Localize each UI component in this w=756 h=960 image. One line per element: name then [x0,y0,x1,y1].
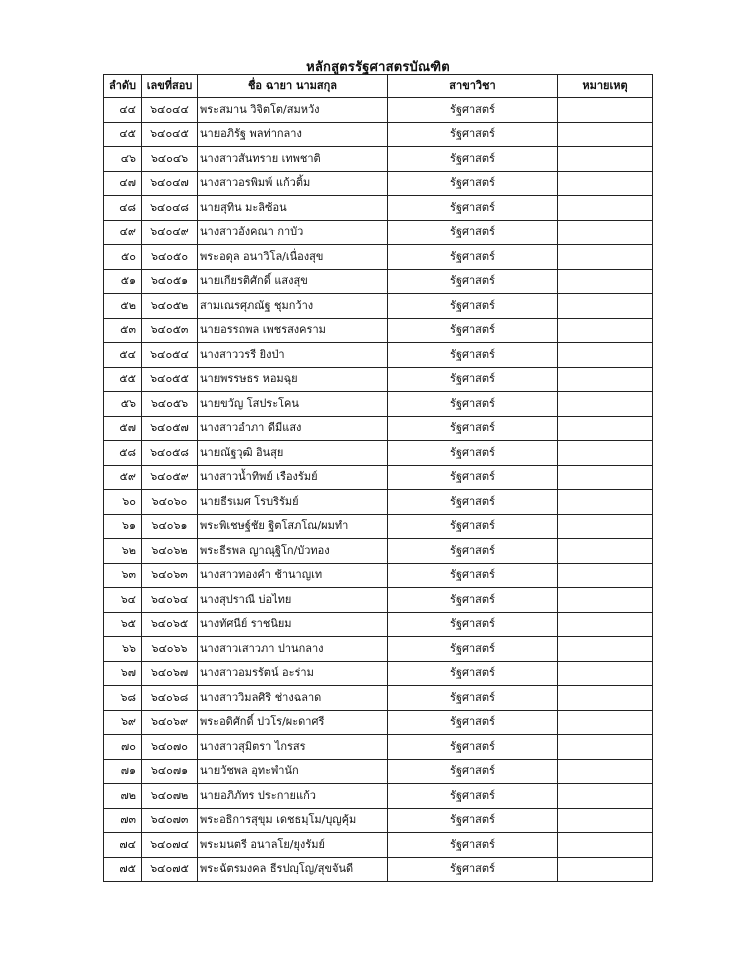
row-major-cell: รัฐศาสตร์ [388,147,558,172]
table-row [104,343,653,368]
row-major-cell: รัฐศาสตร์ [388,710,558,735]
document-title: หลักสูตรรัฐศาสตรบัณฑิต [306,60,450,75]
table-row [104,833,653,858]
table-row [104,196,653,221]
row-note-cell [558,661,653,686]
table-row [104,416,653,441]
row-order-cell: ๔๗ [104,171,142,196]
row-exam-number-cell: ๖๔๐๕๘ [142,441,198,466]
row-major-cell: รัฐศาสตร์ [388,637,558,662]
row-major-cell: รัฐศาสตร์ [388,612,558,637]
row-order-cell: ๖๘ [104,686,142,711]
row-order-cell: ๔๙ [104,220,142,245]
row-name-cell: พระสมาน วิจิตโต/สมหวัง [198,98,388,123]
row-exam-number-cell: ๖๔๐๗๕ [142,857,198,882]
table-row [104,318,653,343]
row-note-cell [558,196,653,221]
row-major-cell: รัฐศาสตร์ [388,833,558,858]
row-major-cell: รัฐศาสตร์ [388,245,558,270]
row-note-cell [558,367,653,392]
row-name-cell: นางสาวทองคำ ช้านาญเท [198,563,388,588]
row-order-cell: ๔๘ [104,196,142,221]
row-name-cell: นายเกียรติศักดิ์ แสงสุข [198,269,388,294]
row-name-cell: พระพิเชษฐ์ชัย ฐิตโสภโณ/ผมทำ [198,514,388,539]
table-row [104,514,653,539]
row-exam-number-cell: ๖๔๐๖๗ [142,661,198,686]
row-exam-number-cell: ๖๔๐๖๙ [142,710,198,735]
row-name-cell: นายอภิภัทร ประกายแก้ว [198,784,388,809]
row-name-cell: นางสาวเสาวภา ปานกลาง [198,637,388,662]
row-name-cell: นายณัฐวุฒิ อินสุย [198,441,388,466]
row-exam-number-cell: ๖๔๐๔๖ [142,147,198,172]
table-row [104,735,653,760]
table-row [104,588,653,613]
header-major: สาขาวิชา [388,75,558,98]
row-name-cell: นายอรรถพล เพชรสงคราม [198,318,388,343]
row-order-cell: ๕๑ [104,269,142,294]
row-major-cell: รัฐศาสตร์ [388,784,558,809]
row-name-cell: พระธีรพล ญาณุฐิโก/บัวทอง [198,539,388,564]
row-order-cell: ๕๘ [104,441,142,466]
table-row [104,539,653,564]
row-exam-number-cell: ๖๔๐๖๑ [142,514,198,539]
row-note-cell [558,416,653,441]
row-major-cell: รัฐศาสตร์ [388,465,558,490]
table-row [104,171,653,196]
row-name-cell: พระฉัตรมงคล ธีรปญฺโญ/สุขจันดี [198,857,388,882]
row-major-cell: รัฐศาสตร์ [388,171,558,196]
table-row [104,294,653,319]
row-name-cell: นายขวัญ โสประโคน [198,392,388,417]
row-order-cell: ๕๖ [104,392,142,417]
row-major-cell: รัฐศาสตร์ [388,122,558,147]
row-exam-number-cell: ๖๔๐๕๓ [142,318,198,343]
table-row [104,686,653,711]
row-exam-number-cell: ๖๔๐๔๗ [142,171,198,196]
row-exam-number-cell: ๖๔๐๔๘ [142,196,198,221]
row-exam-number-cell: ๖๔๐๖๓ [142,563,198,588]
row-name-cell: สามเณรศุภณัฐ ชุมกว้าง [198,294,388,319]
row-exam-number-cell: ๖๔๐๖๒ [142,539,198,564]
row-order-cell: ๗๓ [104,808,142,833]
row-exam-number-cell: ๖๔๐๔๔ [142,98,198,123]
row-exam-number-cell: ๖๔๐๕๙ [142,465,198,490]
row-name-cell: พระอธิการสุขุม เดชธมฺโม/บุญคุ้ม [198,808,388,833]
row-exam-number-cell: ๖๔๐๗๑ [142,759,198,784]
row-order-cell: ๖๓ [104,563,142,588]
row-major-cell: รัฐศาสตร์ [388,98,558,123]
table-row [104,122,653,147]
row-major-cell: รัฐศาสตร์ [388,686,558,711]
row-name-cell: นางสาวอมรรัตน์ อะร่าม [198,661,388,686]
row-note-cell [558,343,653,368]
table-row [104,784,653,809]
table-row [104,661,653,686]
row-note-cell [558,637,653,662]
table-row [104,563,653,588]
table-body [104,98,653,882]
row-note-cell [558,759,653,784]
row-major-cell: รัฐศาสตร์ [388,343,558,368]
row-exam-number-cell: ๖๔๐๗๔ [142,833,198,858]
row-major-cell: รัฐศาสตร์ [388,416,558,441]
row-major-cell: รัฐศาสตร์ [388,269,558,294]
row-note-cell [558,563,653,588]
row-major-cell: รัฐศาสตร์ [388,588,558,613]
row-order-cell: ๔๖ [104,147,142,172]
row-order-cell: ๕๙ [104,465,142,490]
row-exam-number-cell: ๖๔๐๔๕ [142,122,198,147]
table-row [104,220,653,245]
row-note-cell [558,245,653,270]
row-exam-number-cell: ๖๔๐๖๘ [142,686,198,711]
header-order: ลำดับ [104,75,142,98]
table-row [104,269,653,294]
row-note-cell [558,122,653,147]
row-major-cell: รัฐศาสตร์ [388,367,558,392]
row-order-cell: ๖๕ [104,612,142,637]
row-name-cell: นางสาวน้ำทิพย์ เรืองรัมย์ [198,465,388,490]
row-name-cell: พระอดุล อนาวิโล/เนื่องสุข [198,245,388,270]
row-note-cell [558,710,653,735]
row-order-cell: ๕๓ [104,318,142,343]
row-name-cell: นางสาวอรพิมพ์ แก้วติ้ม [198,171,388,196]
row-note-cell [558,147,653,172]
row-exam-number-cell: ๖๔๐๕๗ [142,416,198,441]
row-order-cell: ๖๖ [104,637,142,662]
row-note-cell [558,294,653,319]
row-exam-number-cell: ๖๔๐๖๐ [142,490,198,515]
row-major-cell: รัฐศาสตร์ [388,539,558,564]
student-table [103,74,653,882]
row-order-cell: ๖๙ [104,710,142,735]
row-order-cell: ๕๗ [104,416,142,441]
table-row [104,392,653,417]
row-order-cell: ๗๕ [104,857,142,882]
table-row [104,465,653,490]
row-major-cell: รัฐศาสตร์ [388,857,558,882]
row-name-cell: นางสาววรรี ยิงป่า [198,343,388,368]
row-order-cell: ๖๗ [104,661,142,686]
row-note-cell [558,392,653,417]
row-note-cell [558,808,653,833]
row-major-cell: รัฐศาสตร์ [388,563,558,588]
row-major-cell: รัฐศาสตร์ [388,318,558,343]
row-major-cell: รัฐศาสตร์ [388,220,558,245]
table-row [104,98,653,123]
row-order-cell: ๗๑ [104,759,142,784]
row-order-cell: ๗๐ [104,735,142,760]
row-name-cell: นายอภิรัฐ พลท่ากลาง [198,122,388,147]
row-note-cell [558,490,653,515]
row-order-cell: ๖๒ [104,539,142,564]
row-note-cell [558,857,653,882]
row-note-cell [558,612,653,637]
row-order-cell: ๕๒ [104,294,142,319]
table-row [104,808,653,833]
row-order-cell: ๔๕ [104,122,142,147]
row-name-cell: นางสาวสันทราย เทพชาติ [198,147,388,172]
row-order-cell: ๖๔ [104,588,142,613]
row-note-cell [558,98,653,123]
header-name: ชื่อ ฉายา นามสกุล [198,75,388,98]
row-order-cell: ๖๑ [104,514,142,539]
row-note-cell [558,735,653,760]
row-note-cell [558,171,653,196]
row-order-cell: ๗๔ [104,833,142,858]
row-note-cell [558,833,653,858]
row-name-cell: นายวัชพล อุทะพำนัก [198,759,388,784]
row-name-cell: นางสาวสุมิตรา ไกรสร [198,735,388,760]
row-name-cell: นายธีรเมศ โรบริรัมย์ [198,490,388,515]
row-exam-number-cell: ๖๔๐๗๐ [142,735,198,760]
table-row [104,147,653,172]
row-name-cell: นายพรรษธร หอมฉุย [198,367,388,392]
row-exam-number-cell: ๖๔๐๖๕ [142,612,198,637]
row-note-cell [558,514,653,539]
row-note-cell [558,318,653,343]
row-order-cell: ๗๒ [104,784,142,809]
row-name-cell: พระมนตรี อนาลโย/ยุงรัมย์ [198,833,388,858]
row-note-cell [558,441,653,466]
table-row [104,367,653,392]
row-exam-number-cell: ๖๔๐๕๑ [142,269,198,294]
row-exam-number-cell: ๖๔๐๕๕ [142,367,198,392]
row-name-cell: นางสุปราณี บ่อไทย [198,588,388,613]
row-note-cell [558,465,653,490]
table-row [104,490,653,515]
row-major-cell: รัฐศาสตร์ [388,759,558,784]
row-exam-number-cell: ๖๔๐๖๖ [142,637,198,662]
table-row [104,759,653,784]
table-row [104,637,653,662]
row-note-cell [558,784,653,809]
row-order-cell: ๖๐ [104,490,142,515]
row-exam-number-cell: ๖๔๐๕๒ [142,294,198,319]
row-major-cell: รัฐศาสตร์ [388,294,558,319]
row-exam-number-cell: ๖๔๐๖๔ [142,588,198,613]
table-header-row [104,75,653,98]
row-order-cell: ๔๔ [104,98,142,123]
row-major-cell: รัฐศาสตร์ [388,808,558,833]
row-exam-number-cell: ๖๔๐๕๔ [142,343,198,368]
header-exam-number: เลขที่สอบ [142,75,198,98]
row-major-cell: รัฐศาสตร์ [388,514,558,539]
row-major-cell: รัฐศาสตร์ [388,392,558,417]
row-order-cell: ๕๐ [104,245,142,270]
row-note-cell [558,686,653,711]
row-name-cell: นางสาววิมลศิริ ช่างฉลาด [198,686,388,711]
row-major-cell: รัฐศาสตร์ [388,490,558,515]
row-exam-number-cell: ๖๔๐๗๓ [142,808,198,833]
table-row [104,612,653,637]
row-order-cell: ๕๔ [104,343,142,368]
row-order-cell: ๕๕ [104,367,142,392]
row-note-cell [558,269,653,294]
row-name-cell: นางสาวอังคณา กาบัว [198,220,388,245]
row-name-cell: พระอดิศักดิ์ ปวโร/ผะดาศรี [198,710,388,735]
row-major-cell: รัฐศาสตร์ [388,441,558,466]
row-note-cell [558,588,653,613]
row-exam-number-cell: ๖๔๐๗๒ [142,784,198,809]
row-name-cell: นางทัศนีย์ ราชนิยม [198,612,388,637]
row-exam-number-cell: ๖๔๐๕๐ [142,245,198,270]
row-name-cell: นางสาวอำภา ดีมีแสง [198,416,388,441]
row-major-cell: รัฐศาสตร์ [388,661,558,686]
row-major-cell: รัฐศาสตร์ [388,735,558,760]
header-note: หมายเหตุ [558,75,653,98]
table-row [104,710,653,735]
row-exam-number-cell: ๖๔๐๕๖ [142,392,198,417]
row-note-cell [558,220,653,245]
row-name-cell: นายสุทิน มะลิซ้อน [198,196,388,221]
table-row [104,245,653,270]
table-row [104,441,653,466]
row-note-cell [558,539,653,564]
row-exam-number-cell: ๖๔๐๔๙ [142,220,198,245]
row-major-cell: รัฐศาสตร์ [388,196,558,221]
table-row [104,857,653,882]
